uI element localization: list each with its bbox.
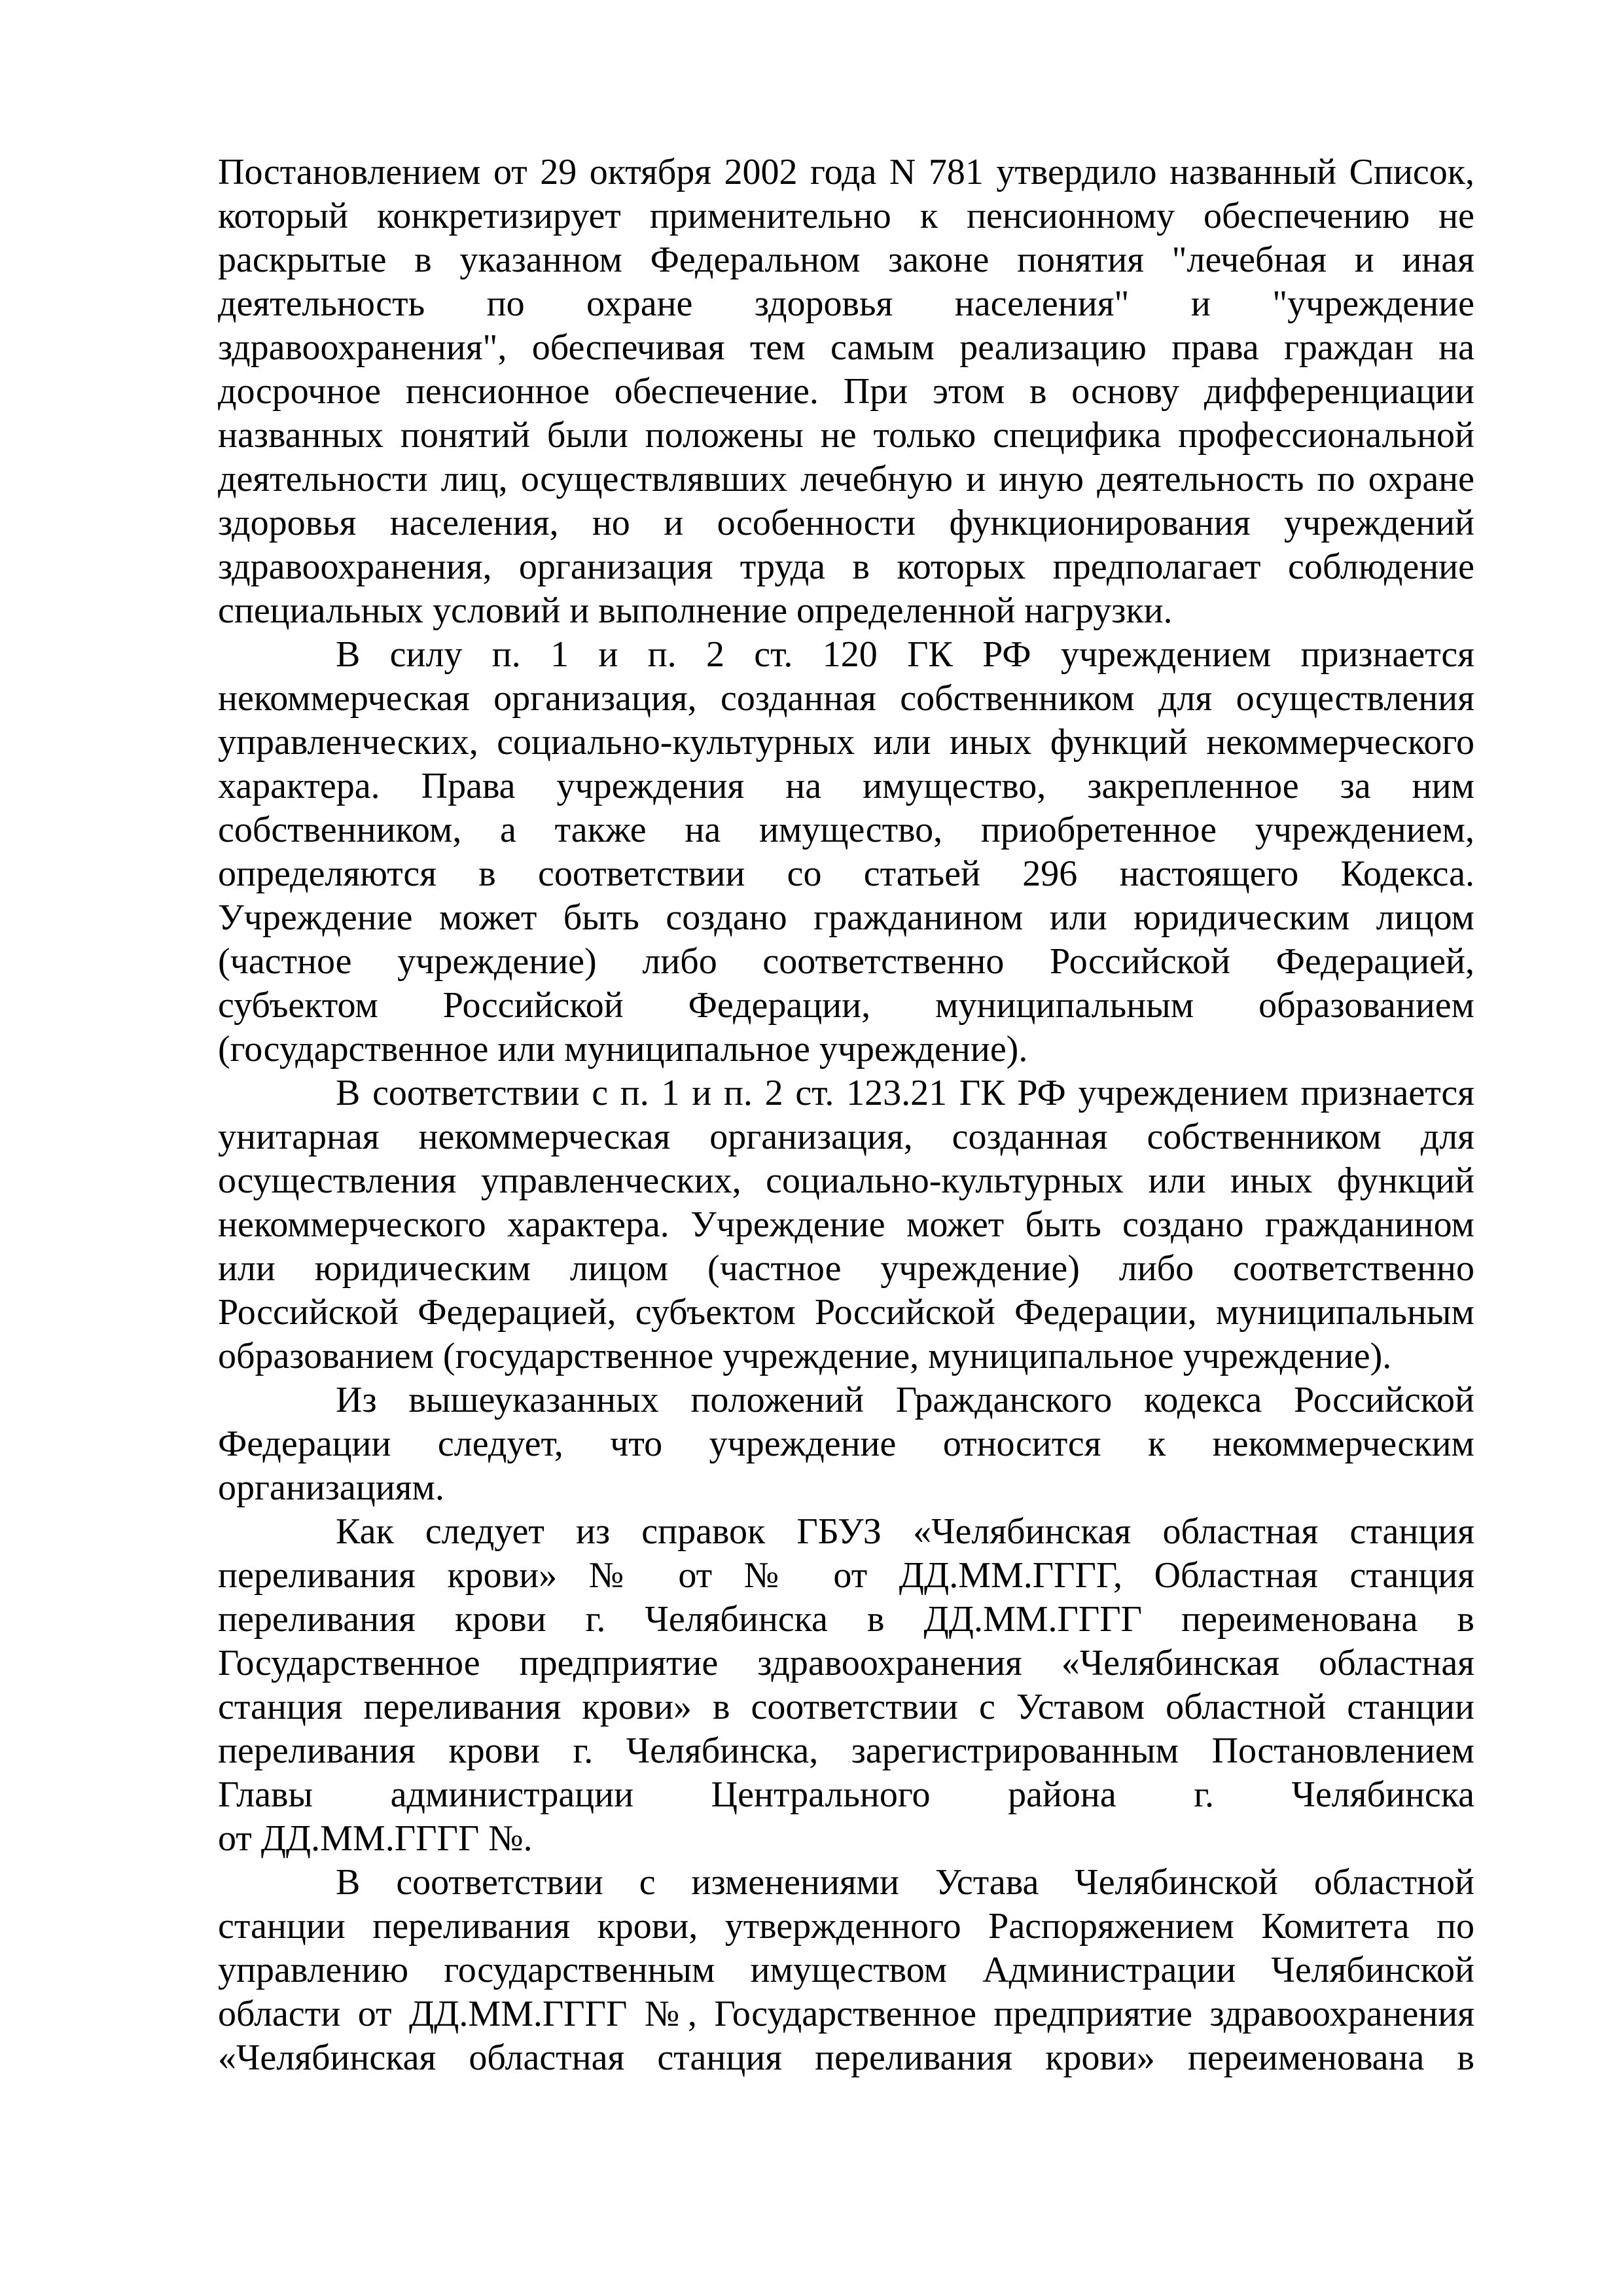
paragraph: [218, 1510, 1474, 1861]
document-line: переливания крови г. Челябинска, зарегистрированным Постановлением: [218, 1731, 1474, 1771]
document-line: определяются в соответствии со статьей 296 настоящего Кодекса.: [218, 853, 1474, 894]
document-line: В соответствии с п. 1 и п. 2 ст. 123.21 ГК РФ учреждением признается: [336, 1073, 1474, 1113]
document-line: субъектом Российской Федерации, муниципальным образованием: [218, 985, 1474, 1026]
document-line: Учреждение может быть создано гражданином или юридическим лицом: [218, 897, 1474, 938]
document-line: В соответствии с изменениями Устава Челябинской областной: [336, 1862, 1474, 1903]
document-line: от ДД.ММ.ГГГГ №.: [218, 1818, 533, 1859]
document-line: деятельности лиц, осуществлявших лечебную и иную деятельность по охране: [218, 459, 1474, 499]
document-line: некоммерческая организация, созданная собственником для осуществления: [218, 678, 1474, 719]
document-line: станция переливания крови» в соответствии с Уставом областной станции: [218, 1687, 1474, 1727]
document-line: управлению государственным имуществом Администрации Челябинской: [218, 1950, 1474, 1990]
document-line: деятельность по охране здоровья населения" и "учреждение: [218, 283, 1474, 324]
document-line: Государственное предприятие здравоохранения «Челябинская областная: [218, 1643, 1474, 1683]
document-line: управленческих, социально-культурных или иных функций некоммерческого: [218, 722, 1474, 762]
document-line: области от ДД.ММ.ГГГГ №, Государственное предприятие здравоохранения: [218, 1994, 1474, 2034]
document-line: Федерации следует, что учреждение относится к некоммерческим: [218, 1424, 1474, 1464]
document-line: здравоохранения", обеспечивая тем самым реализацию права граждан на: [218, 327, 1474, 368]
paragraph: [218, 1071, 1474, 1378]
document-line: характера. Права учреждения на имущество, закрепленное за ним: [218, 766, 1474, 806]
document-line: Как следует из справок ГБУЗ «Челябинская областная станция: [336, 1511, 1474, 1552]
document-line: переливания крови г. Челябинска в ДД.ММ.ГГГГ переименована в: [218, 1599, 1474, 1640]
document-line: организациям.: [218, 1467, 444, 1508]
document-line: собственником, а также на имущество, приобретенное учреждением,: [218, 810, 1474, 850]
document-line: Из вышеуказанных положений Гражданского кодекса Российской: [336, 1380, 1474, 1420]
document-line: (частное учреждение) либо соответственно Российской Федерацией,: [218, 941, 1474, 982]
document-line: здоровья населения, но и особенности функционирования учреждений: [218, 503, 1474, 543]
document-line: В силу п. 1 и п. 2 ст. 120 ГК РФ учреждением признается: [336, 634, 1474, 675]
document-line: здравоохранения, организация труда в которых предполагает соблюдение: [218, 547, 1474, 587]
document-line: переливания крови» № от № от ДД.ММ.ГГГГ, Областная станция: [218, 1555, 1474, 1596]
paragraph: [218, 633, 1474, 1071]
document-line: раскрытые в указанном Федеральном законе понятия "лечебная и иная: [218, 240, 1474, 280]
document-line: станции переливания крови, утвержденного Распоряжением Комитета по: [218, 1906, 1474, 1946]
document-line: осуществления управленческих, социально-культурных или иных функций: [218, 1160, 1474, 1201]
document-line: или юридическим лицом (частное учреждение) либо соответственно: [218, 1248, 1474, 1289]
document-line: который конкретизирует применительно к пенсионному обеспечению не: [218, 196, 1474, 236]
paragraph: [218, 1861, 1474, 2080]
document-line: унитарная некоммерческая организация, созданная собственником для: [218, 1117, 1474, 1157]
document-line: досрочное пенсионное обеспечение. При этом в основу дифференциации: [218, 371, 1474, 412]
document-line: образованием (государственное учреждение, муниципальное учреждение).: [218, 1336, 1392, 1376]
document-line: некоммерческого характера. Учреждение может быть создано гражданином: [218, 1204, 1474, 1245]
paragraph: [218, 151, 1474, 633]
paragraph: [218, 1378, 1474, 1510]
document-line: «Челябинская областная станция переливания крови» переименована в: [218, 2037, 1474, 2078]
document-line: Российской Федерацией, субъектом Российской Федерации, муниципальным: [218, 1292, 1474, 1333]
document-line: специальных условий и выполнение определенной нагрузки.: [218, 590, 1173, 631]
document-text-block: [218, 151, 1474, 2080]
document-line: Главы администрации Центрального района г. Челябинска: [218, 1774, 1474, 1815]
document-line: (государственное или муниципальное учреждение).: [218, 1029, 1028, 1069]
document-line: названных понятий были положены не только специфика профессиональной: [218, 415, 1474, 456]
document-line: Постановлением от 29 октября 2002 года N 781 утвердило названный Список,: [218, 152, 1474, 192]
